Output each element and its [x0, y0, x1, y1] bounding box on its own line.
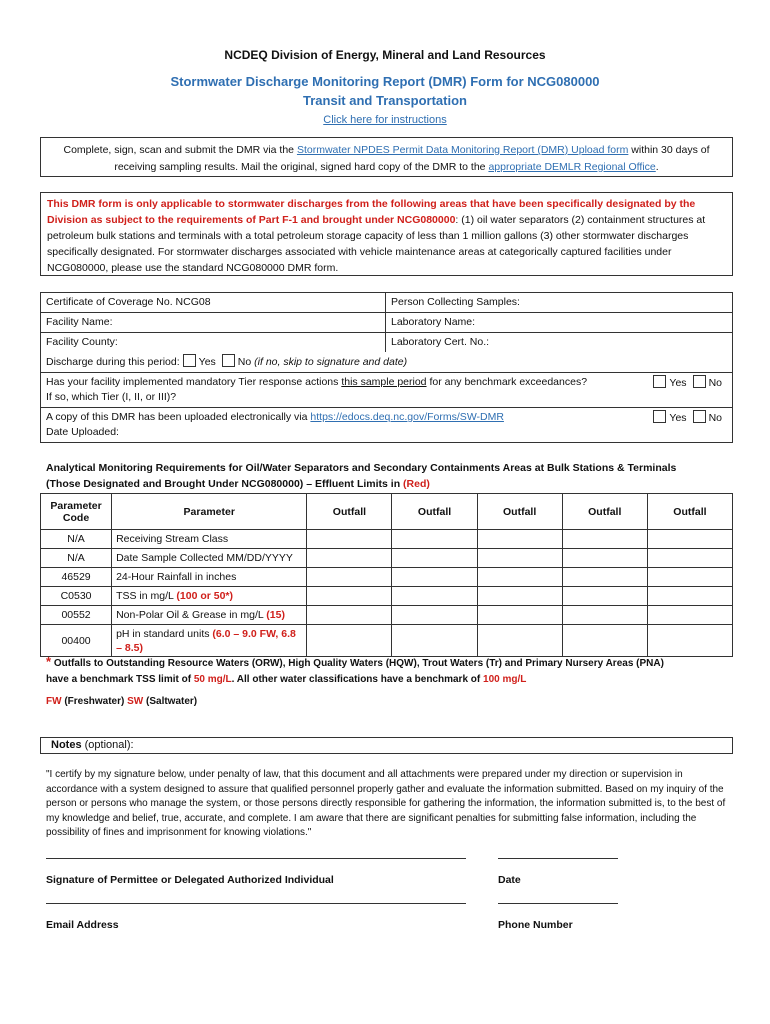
coc-field[interactable]: Certificate of Coverage No. NCG08 [41, 293, 386, 312]
col-outfall-2: Outfall [392, 494, 477, 530]
sw-abbrev: SW [127, 696, 144, 707]
table-row [41, 606, 733, 625]
param-name: Date Sample Collected MM/DD/YYYY [112, 549, 307, 568]
form-title: Stormwater Discharge Monitoring Report (DMR) Form for NCG080000 [170, 74, 600, 89]
footnote-limit-100: 100 mg/L [483, 674, 527, 685]
email-label: Email Address [46, 919, 119, 931]
col-outfall-3: Outfall [477, 494, 562, 530]
upload-yes-label: Yes [669, 412, 687, 424]
outfall-cell[interactable] [477, 530, 562, 549]
facility-info-table [40, 292, 733, 443]
outfall-cell[interactable] [392, 625, 477, 657]
facility-name-field[interactable]: Facility Name: [41, 313, 386, 332]
outfall-cell[interactable] [647, 625, 732, 657]
outfall-cell[interactable] [647, 587, 732, 606]
email-line[interactable] [46, 903, 466, 904]
discharge-yes-label: Yes [198, 356, 216, 368]
footnote-line1: Outfalls to Outstanding Resource Waters (ORW), High Quality Waters (HQW), Trout Waters (Tr) and Primary Nursery Areas (PNA) [51, 658, 664, 669]
table-row [41, 530, 733, 549]
outfall-cell[interactable] [562, 530, 647, 549]
upload-yes-checkbox[interactable] [653, 410, 666, 423]
tier-no-checkbox[interactable] [693, 375, 706, 388]
date-uploaded-field[interactable]: Date Uploaded: [46, 426, 119, 438]
person-collecting-field[interactable]: Person Collecting Samples: [391, 296, 520, 308]
applicability-notice [40, 192, 733, 276]
outfall-cell[interactable] [647, 568, 732, 587]
analytical-heading-line1: Analytical Monitoring Requirements for Oil/Water Separators and Secondary Containments Areas at Bulk Stations & Terminals [46, 462, 677, 474]
outfall-cell[interactable] [307, 625, 392, 657]
notes-field[interactable] [40, 737, 733, 754]
fw-text: (Freshwater) [61, 696, 128, 707]
discharge-no-checkbox[interactable] [222, 354, 235, 367]
outfall-cell[interactable] [562, 568, 647, 587]
outfall-cell[interactable] [392, 606, 477, 625]
param-code: 46529 [41, 568, 112, 587]
copy-text: A copy of this DMR has been uploaded electronically via [46, 411, 311, 423]
tss-footnote [46, 654, 736, 688]
tier-no-label: No [708, 377, 722, 389]
outfall-cell[interactable] [562, 625, 647, 657]
col-parameter: Parameter [112, 494, 307, 530]
outfall-cell[interactable] [477, 606, 562, 625]
upload-no-label: No [708, 412, 722, 424]
signature-label: Signature of Permittee or Delegated Authorized Individual [46, 874, 334, 886]
lab-name-field[interactable]: Laboratory Name: [391, 316, 476, 328]
param-name: 24-Hour Rainfall in inches [112, 568, 307, 587]
col-outfall-1: Outfall [307, 494, 392, 530]
outfall-cell[interactable] [477, 625, 562, 657]
upload-no-checkbox[interactable] [693, 410, 706, 423]
facility-county-field[interactable]: Facility County: [41, 333, 386, 352]
outfall-cell[interactable] [477, 587, 562, 606]
footnote-line2-middle: . All other water classifications have a benchmark of [231, 674, 484, 685]
date-label: Date [498, 874, 521, 886]
form-subtitle: Transit and Transportation [303, 93, 467, 108]
table-row [41, 568, 733, 587]
outfall-cell[interactable] [392, 530, 477, 549]
param-code: C0530 [41, 587, 112, 606]
water-type-legend [46, 696, 197, 707]
outfall-cell[interactable] [647, 530, 732, 549]
param-name: TSS in mg/L (100 or 50*) [112, 587, 307, 606]
outfall-cell[interactable] [477, 549, 562, 568]
tier-question-underline: this sample period [341, 376, 427, 388]
param-code: N/A [41, 549, 112, 568]
certification-statement: "I certify by my signature below, under penalty of law, that this document and all attachments were prepared under my direction or supervision in accordance with a system designed to assure that qualified personnel properly gather and evaluate the information submitted. Based on my inquiry of the person or persons who manage the system, or those persons directly responsible for gathering the information, the information submitted is, to the best of my knowledge and belief, true, accurate, and complete. I am aware that there are significant penalties for submitting false information, including the possibility of fines and imprisonment for knowing violations." [46, 769, 726, 838]
phone-label: Phone Number [498, 919, 573, 931]
outfall-cell[interactable] [307, 587, 392, 606]
analytical-heading-red: (Red) [403, 478, 430, 490]
tier-yes-checkbox[interactable] [653, 375, 666, 388]
outfall-cell[interactable] [562, 606, 647, 625]
phone-line[interactable] [498, 903, 618, 904]
outfall-cell[interactable] [647, 549, 732, 568]
outfall-cell[interactable] [307, 530, 392, 549]
outfall-cell[interactable] [392, 549, 477, 568]
tier-which-field[interactable]: If so, which Tier (I, II, or III)? [46, 391, 177, 403]
submit-text-before: Complete, sign, scan and submit the DMR via the [63, 144, 297, 156]
param-name: Receiving Stream Class [112, 530, 307, 549]
submit-text-after: . [655, 161, 659, 173]
discharge-label: Discharge during this period: [46, 356, 180, 368]
col-parameter-code: Parameter Code [41, 494, 112, 530]
param-code: 00400 [41, 625, 112, 657]
submit-text-middle: within 30 days of receiving sampling results. Mail the original, signed hard copy of the DMR to the [114, 144, 710, 173]
discharge-note: (if no, skip to signature and date) [251, 356, 408, 368]
outfall-cell[interactable] [392, 568, 477, 587]
tier-question-before: Has your facility implemented mandatory Tier response actions [46, 376, 342, 388]
analytical-heading [46, 460, 736, 492]
analytical-heading-line2: (Those Designated and Brought Under NCG080000) – Effluent Limits in [46, 478, 404, 490]
edocs-link[interactable]: https://edocs.deq.nc.gov/Forms/SW-DMR [310, 411, 504, 423]
analytical-table [40, 493, 733, 657]
notice-body: : (1) oil water separators (2) containment structures at petroleum bulk stations and terminals with a total petroleum storage capacity of less than 1 million gallons (3) other stormwater discharges specifically designated. For stormwater discharges associated with vehicle maintenance areas at categorically captured facilities under NCG080000, please use the standard NCG080000 DMR form. [47, 214, 706, 274]
param-limit: (100 or 50*) [176, 590, 234, 602]
notes-label: Notes [51, 739, 82, 751]
submission-instructions [40, 137, 733, 177]
col-outfall-5: Outfall [647, 494, 732, 530]
discharge-yes-checkbox[interactable] [183, 354, 196, 367]
signature-line[interactable] [46, 858, 466, 859]
outfall-cell[interactable] [477, 568, 562, 587]
footnote-line2-before: have a benchmark TSS limit of [46, 674, 194, 685]
lab-cert-field[interactable]: Laboratory Cert. No.: [391, 336, 490, 348]
footnote-star: * [46, 654, 52, 669]
outfall-cell[interactable] [307, 606, 392, 625]
param-code: N/A [41, 530, 112, 549]
discharge-no-label: No [237, 356, 252, 368]
dmr-upload-form-link[interactable]: Stormwater NPDES Permit Data Monitoring Report (DMR) Upload form [296, 144, 629, 156]
outfall-cell[interactable] [562, 549, 647, 568]
table-row [41, 625, 733, 657]
outfall-cell[interactable] [307, 568, 392, 587]
outfall-cell[interactable] [562, 587, 647, 606]
param-limit: (15) [266, 609, 285, 621]
outfall-cell[interactable] [392, 587, 477, 606]
table-row [41, 587, 733, 606]
tier-question-after: for any benchmark exceedances? [426, 376, 588, 388]
sw-text: (Saltwater) [143, 696, 198, 707]
outfall-cell[interactable] [307, 549, 392, 568]
regional-office-link[interactable]: appropriate DEMLR Regional Office [488, 161, 656, 173]
col-outfall-4: Outfall [562, 494, 647, 530]
param-limit: (6.0 – 9.0 FW, 6.8 – 8.5) [116, 627, 296, 654]
instructions-link[interactable]: Click here for instructions [323, 114, 447, 126]
param-name: Non-Polar Oil & Grease in mg/L (15) [112, 606, 307, 625]
table-row [41, 549, 733, 568]
param-code: 00552 [41, 606, 112, 625]
notes-optional: (optional): [81, 739, 134, 751]
tier-yes-label: Yes [669, 377, 687, 389]
outfall-cell[interactable] [647, 606, 732, 625]
notice-emphasis: This DMR form is only applicable to stormwater discharges from the following areas that have been specifically designated by the Division as subject to the requirements of Part F-1 and brought under NCG080000 [47, 198, 696, 226]
date-line[interactable] [498, 858, 618, 859]
fw-abbrev: FW [46, 696, 62, 707]
param-name: pH in standard units (6.0 – 9.0 FW, 6.8 – 8.5) [112, 625, 307, 657]
agency-header: NCDEQ Division of Energy, Mineral and Land Resources [224, 48, 546, 62]
footnote-limit-50: 50 mg/L [193, 674, 232, 685]
